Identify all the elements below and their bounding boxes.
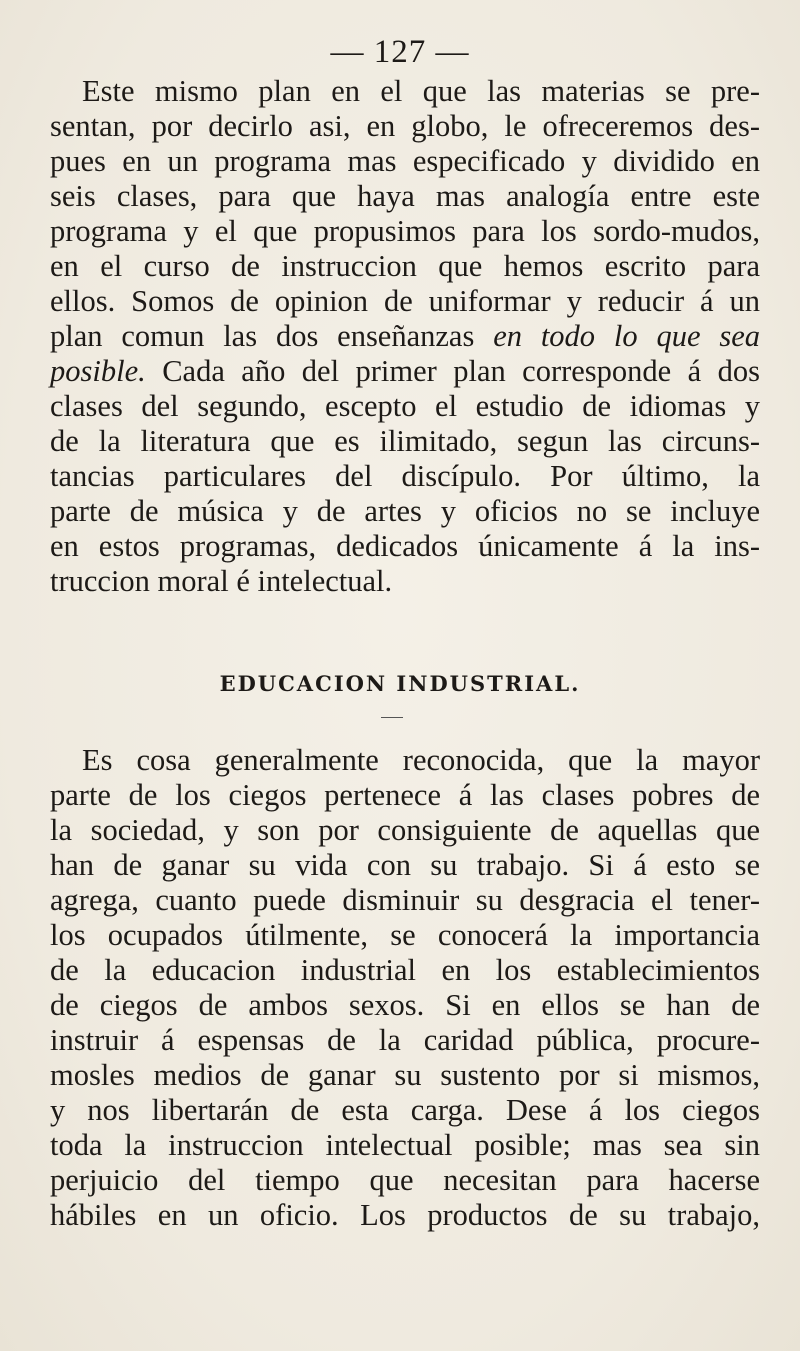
- heading-rule: [381, 717, 403, 718]
- italic-text: en todo lo que sea: [493, 319, 761, 353]
- paragraph-line: Es cosa generalmente reconocida, que la mayor: [82, 743, 760, 777]
- paragraph-line: tancias particulares del discípulo. Por último, la: [50, 459, 760, 493]
- plain-text: plan comun las dos enseñanzas: [50, 319, 475, 353]
- paragraph-line: programa y el que propusimos para los sordo-mudos,: [50, 214, 760, 248]
- plain-text: Cada año del primer plan corresponde á dos: [162, 354, 761, 388]
- paragraph-line: sentan, por decirlo asi, en globo, le ofreceremos des-: [50, 109, 760, 143]
- paragraph-line: seis clases, para que haya mas analogía entre este: [50, 179, 760, 213]
- paragraph-line: ellos. Somos de opinion de uniformar y reducir á un: [50, 284, 760, 318]
- paragraph-line: de la literatura que es ilimitado, segun las circuns-: [50, 424, 760, 458]
- paragraph-line: en el curso de instruccion que hemos escrito para: [50, 249, 760, 283]
- paragraph-line: pues en un programa mas especificado y dividido en: [50, 144, 760, 178]
- paragraph-line: parte de los ciegos pertenece á las clases pobres de: [50, 778, 760, 812]
- paragraph-line: hábiles en un oficio. Los productos de su trabajo,: [50, 1198, 760, 1232]
- italic-text: posible.: [50, 354, 146, 388]
- paragraph-line: perjuicio del tiempo que necesitan para hacerse: [50, 1163, 760, 1197]
- paragraph-line: han de ganar su vida con su trabajo. Si á esto se: [50, 848, 760, 882]
- paragraph-2: [50, 743, 760, 1233]
- paragraph-line: agrega, cuanto puede disminuir su desgracia el tener-: [50, 883, 760, 917]
- paragraph-line: clases del segundo, escepto el estudio de idiomas y: [50, 389, 760, 423]
- section-heading: EDUCACION INDUSTRIAL.: [219, 671, 581, 696]
- paragraph-line: mosles medios de ganar su sustento por si mismos,: [50, 1058, 760, 1092]
- paragraph-line: de ciegos de ambos sexos. Si en ellos se han de: [50, 988, 760, 1022]
- paragraph-line: truccion moral é intelectual.: [50, 564, 393, 598]
- paragraph-line: de la educacion industrial en los establecimientos: [50, 953, 760, 987]
- paragraph-line-mixed: [50, 319, 760, 354]
- paragraph-line: en estos programas, dedicados únicamente á la ins-: [50, 529, 760, 563]
- paragraph-line: instruir á espensas de la caridad pública, procure-: [50, 1023, 760, 1057]
- paragraph-1: [50, 74, 760, 599]
- paragraph-line-mixed: [50, 354, 760, 389]
- paragraph-line: y nos libertarán de esta carga. Dese á los ciegos: [50, 1093, 760, 1127]
- paragraph-line: Este mismo plan en el que las materias se pre-: [82, 74, 760, 108]
- paragraph-line: toda la instruccion intelectual posible; mas sea sin: [50, 1128, 760, 1162]
- paragraph-line: parte de música y de artes y oficios no se incluye: [50, 494, 760, 528]
- paragraph-line: la sociedad, y son por consiguiente de aquellas que: [50, 813, 760, 847]
- paragraph-line: los ocupados útilmente, se conocerá la importancia: [50, 918, 760, 952]
- page-number: — 127 —: [330, 34, 470, 70]
